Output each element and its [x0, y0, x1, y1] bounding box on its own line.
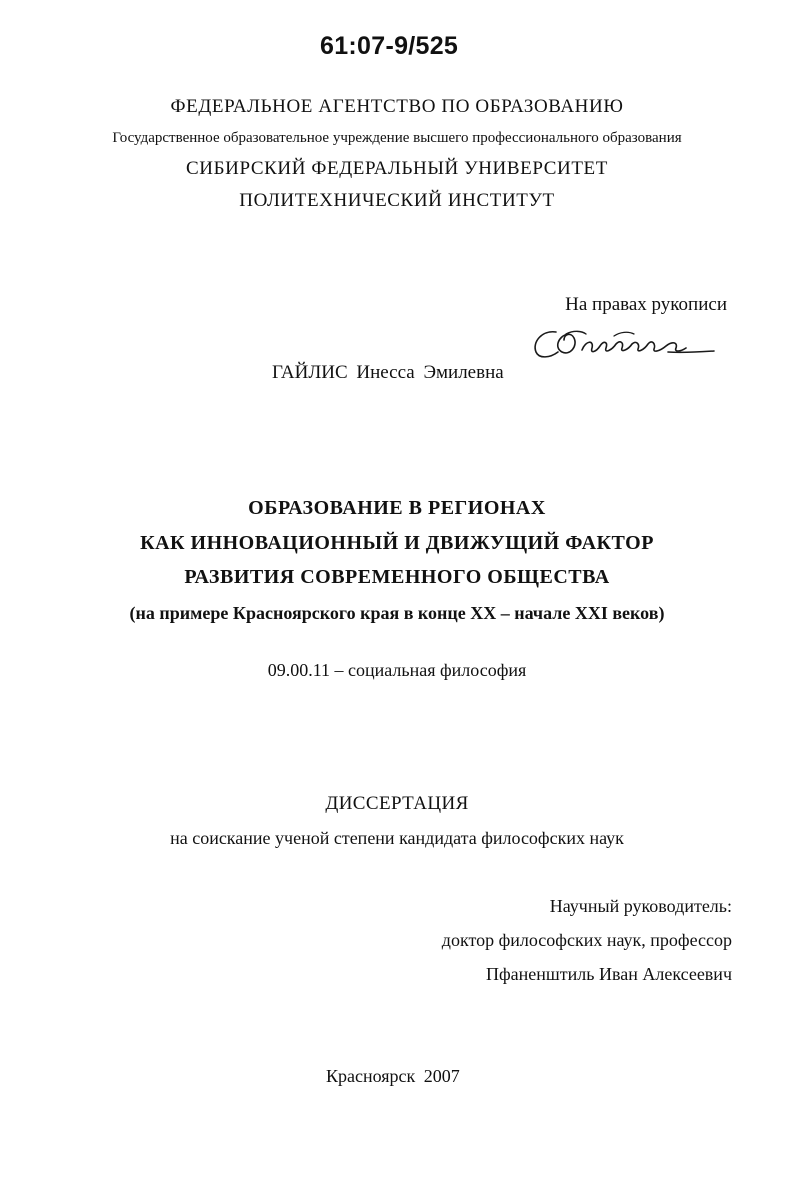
title-line-1: ОБРАЗОВАНИЕ В РЕГИОНАХ: [248, 497, 546, 519]
city-year: Красноярск 2007: [326, 1066, 460, 1086]
institute-name: ПОЛИТЕХНИЧЕСКИЙ ИНСТИТУТ: [239, 190, 555, 211]
author-name: ГАЙЛИС Инесса Эмилевна: [272, 362, 504, 383]
work-type: ДИССЕРТАЦИЯ: [325, 793, 469, 814]
title-subtitle: (на примере Красноярского края в конце XX – начале XXI веков): [129, 603, 665, 623]
specialty-code: 09.00.11 – социальная философия: [267, 660, 527, 680]
manuscript-rights-note: На правах рукописи: [565, 294, 727, 315]
author-signature: [528, 322, 718, 370]
university-name: СИБИРСКИЙ ФЕДЕРАЛЬНЫЙ УНИВЕРСИТЕТ: [186, 158, 608, 179]
advisor-degree: доктор философских наук, профессор: [441, 930, 732, 950]
institution-type: Государственное образовательное учреждение высшего профессионального образования: [112, 130, 682, 146]
advisor-name: Пфаненштиль Иван Алексеевич: [486, 964, 732, 984]
title-line-3: РАЗВИТИЯ СОВРЕМЕННОГО ОБЩЕСТВА: [184, 566, 610, 588]
catalog-code: 61:07-9/525: [320, 32, 459, 60]
agency-name: ФЕДЕРАЛЬНОЕ АГЕНТСТВО ПО ОБРАЗОВАНИЮ: [170, 96, 624, 117]
title-line-2: КАК ИННОВАЦИОННЫЙ И ДВИЖУЩИЙ ФАКТОР: [140, 532, 654, 554]
degree-statement: на соискание ученой степени кандидата философских наук: [170, 828, 624, 848]
advisor-label: Научный руководитель:: [549, 896, 732, 916]
